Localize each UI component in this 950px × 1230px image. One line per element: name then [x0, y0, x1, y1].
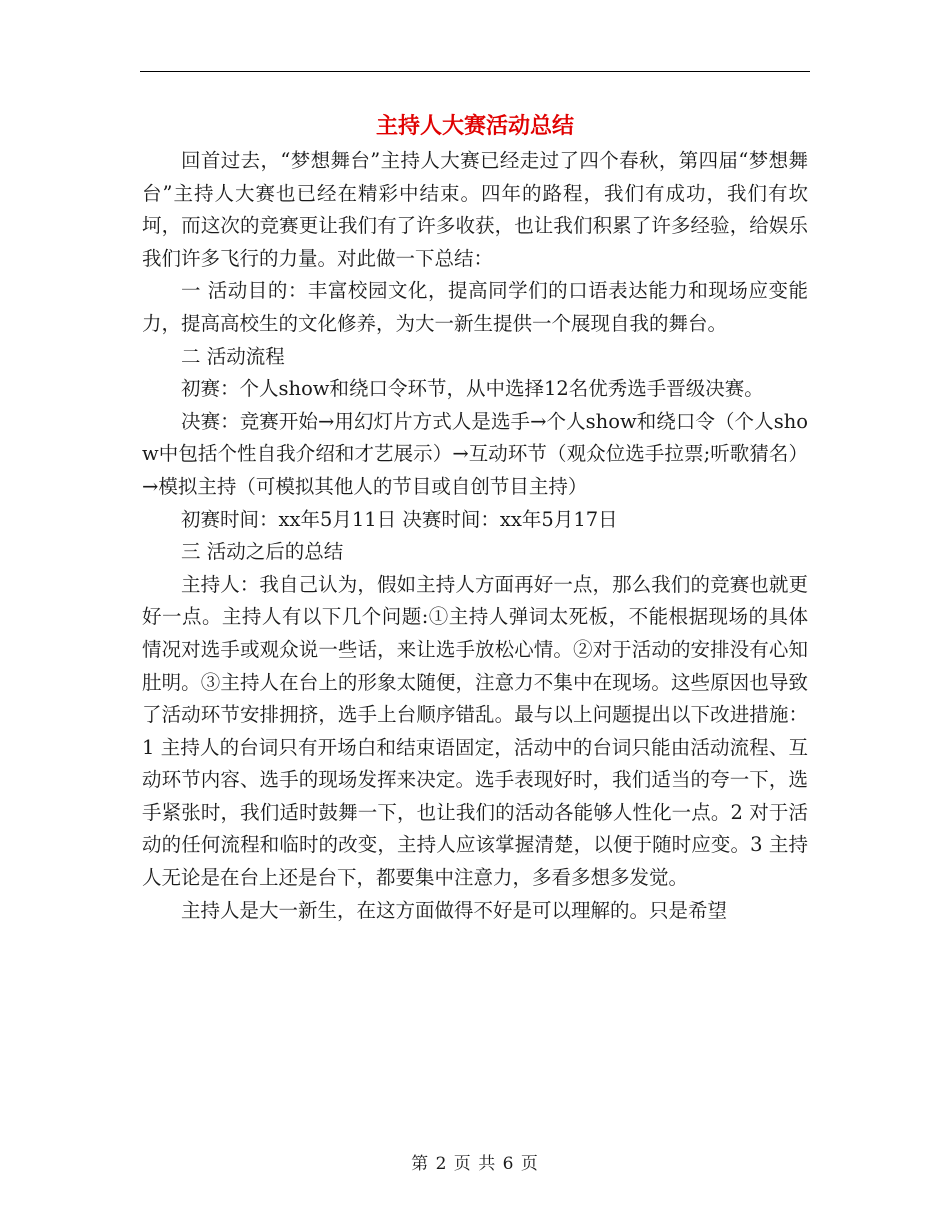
paragraph-intro: 回首过去，“梦想舞台”主持人大赛已经走过了四个春秋，第四届“梦想舞台”主持人大赛也已经在精彩中结束。四年的路程，我们有成功，我们有坎坷，而这次的竞赛更让我们有了许多收获，也让我们积累了许多经验，给娱乐我们许多飞行的力量。对此做一下总结：	[142, 149, 808, 270]
paragraph-host-note: 主持人是大一新生，在这方面做得不好是可以理解的。只是希望	[181, 898, 728, 922]
document-body	[142, 145, 808, 927]
section-heading-summary: 三 活动之后的总结	[181, 540, 344, 564]
paragraph-purpose: 一 活动目的：丰富校园文化，提高同学们的口语表达能力和现场应变能力，提高高校生的文化修养，为大一新生提供一个展现自我的舞台。	[142, 279, 808, 335]
paragraph-host-review: 主持人：我自己认为，假如主持人方面再好一点，那么我们的竞赛也就更好一点。主持人有以下几个问题:①主持人弹词太死板，不能根据现场的具体情况对选手或观众说一些话，来让选手放松心情。②对于活动的安排没有心知肚明。③主持人在台上的形象太随便，注意力不集中在现场。这些原因也导致了活动环节安排拥挤，选手上台顺序错乱。最与以上问题提出以下改进措施：1 主持人的台词只有开场白和结束语固定，活动中的台词只能由活动流程、互动环节内容、选手的现场发挥来决定。选手表现好时，我们适当的夸一下，选手紧张时，我们适时鼓舞一下，也让我们的活动各能够人性化一点。2 对于活动的任何流程和临时的改变，主持人应该掌握清楚，以便于随时应变。3 主持人无论是在台上还是台下，都要集中注意力，多看多想多发觉。	[142, 572, 808, 890]
header-rule	[140, 71, 810, 72]
page-number: 第 2 页 共 6 页	[411, 1154, 539, 1174]
document-title: 主持人大赛活动总结	[375, 113, 574, 139]
section-heading-process: 二 活动流程	[181, 344, 285, 368]
paragraph-final: 决赛：竞赛开始→用幻灯片方式人是选手→个人show和绕口令（个人show中包括个性自我介绍和才艺展示）→互动环节（观众位选手拉票;听歌猜名）→模拟主持（可模拟其他人的节目或自创节目主持）	[142, 409, 808, 498]
paragraph-preliminary: 初赛：个人show和绕口令环节，从中选择12名优秀选手晋级决赛。	[181, 377, 764, 401]
paragraph-schedule: 初赛时间：xx年5月11日 决赛时间：xx年5月17日	[181, 507, 618, 531]
